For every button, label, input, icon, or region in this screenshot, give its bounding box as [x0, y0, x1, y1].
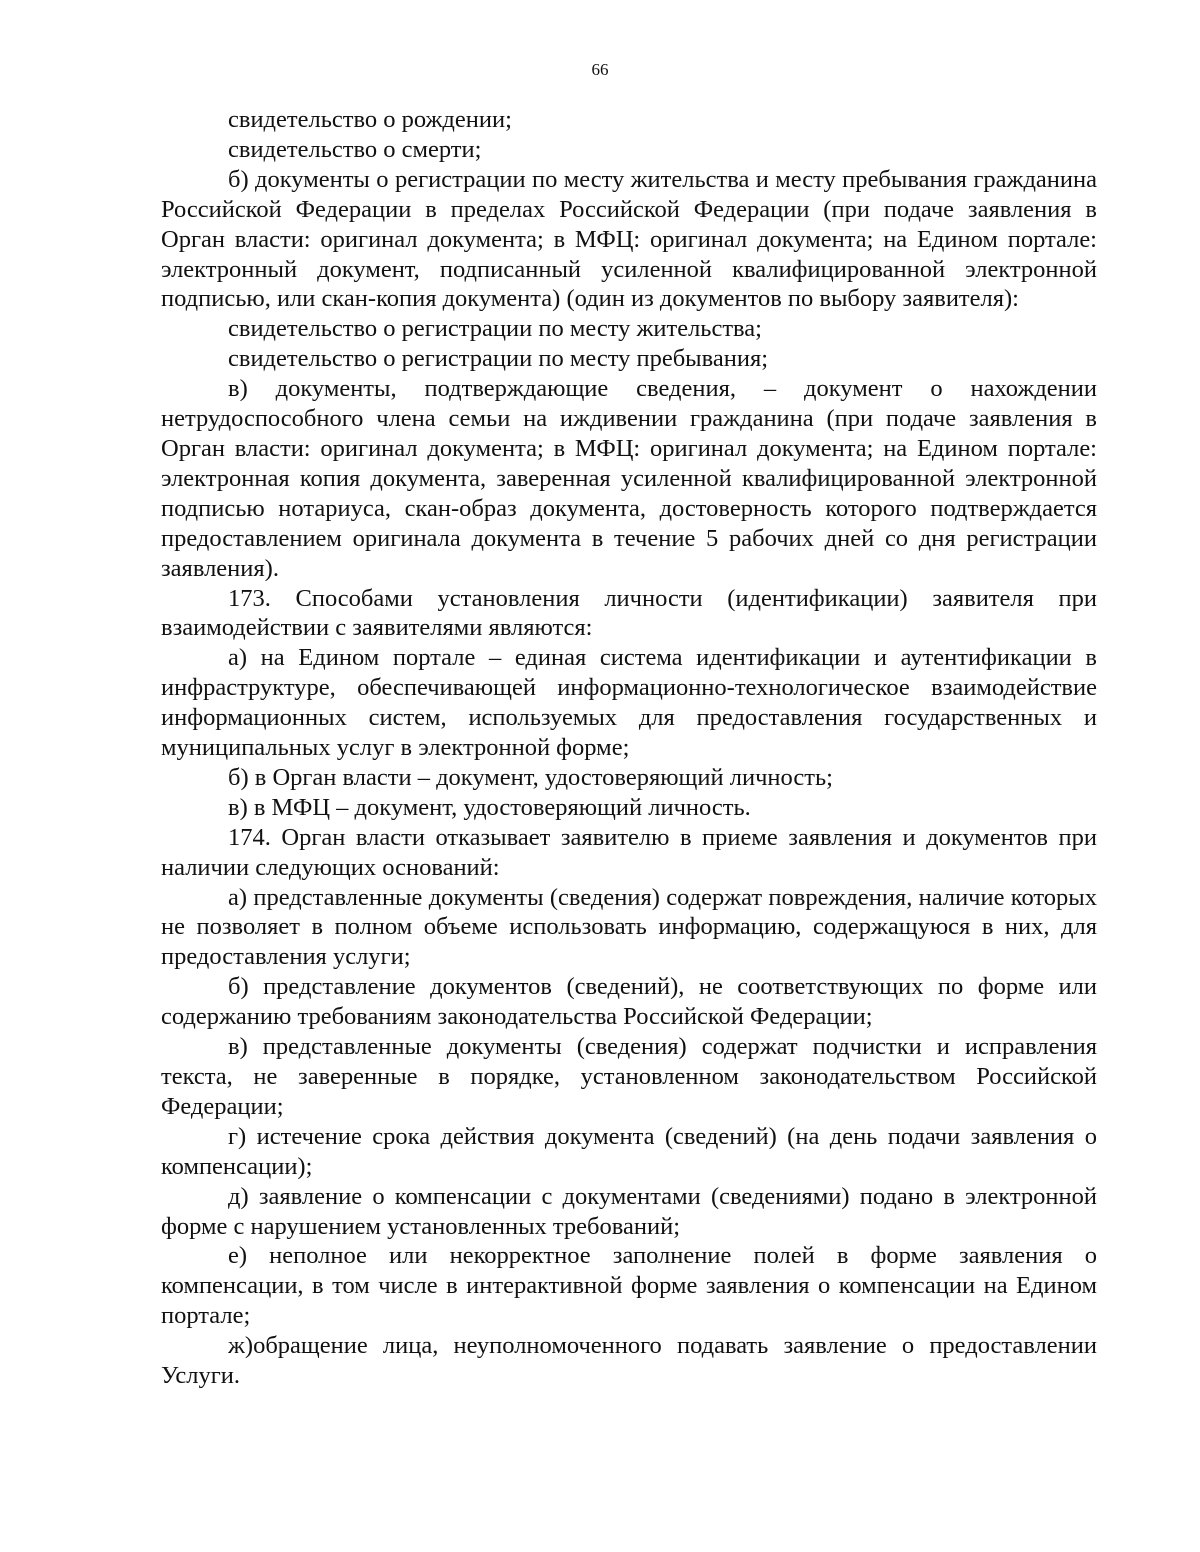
paragraph-stay-registration: свидетельство о регистрации по месту пребывания; — [228, 345, 769, 373]
paragraph-174a-damaged-documents: а) представленные документы (сведения) содержат повреждения, наличие которых не позволяет в полном объеме использовать информацию, содержащуюся в них, для предоставления услуги; — [161, 883, 1097, 971]
paragraph-173-identification: 173. Способами установления личности (идентификации) заявителя при взаимодействии с заявителями являются: — [161, 584, 1097, 642]
paragraph-174b-nonconforming-documents: б) представление документов (сведений), не соответствующих по форме или содержанию требованиям законодательства Российской Федерации; — [161, 973, 1097, 1031]
paragraph-death-certificate: свидетельство о смерти; — [228, 135, 482, 163]
paragraph-173a-single-portal: а) на Едином портале – единая система идентификации и аутентификации в инфраструктуре, обеспечивающей информационно-технологическое взаимодействие информационных систем, используемых для предоставления государственных и муниципальных услуг в электронной форме; — [161, 644, 1097, 762]
paragraph-174-refusal-grounds: 174. Орган власти отказывает заявителю в приеме заявления и документов при наличии следующих оснований: — [161, 823, 1097, 881]
paragraph-174d-expired: г) истечение срока действия документа (сведений) (на день подачи заявления о компенсации); — [161, 1122, 1097, 1180]
paragraph-174f-incomplete-fields: е) неполное или некорректное заполнение полей в форме заявления о компенсации, в том числе в интерактивной форме заявления о компенсации на Едином портале; — [161, 1242, 1097, 1330]
paragraph-173c-mfc: в) в МФЦ – документ, удостоверяющий личность. — [228, 793, 751, 821]
paragraph-174e-electronic-violation: д) заявление о компенсации с документами (сведениями) подано в электронной форме с нарушением установленных требований; — [161, 1182, 1097, 1240]
paragraph-dependency-documents: в) документы, подтверждающие сведения, – документ о нахождении нетрудоспособного члена семьи на иждивении гражданина (при подаче заявления в Орган власти: оригинал документа; в МФЦ: оригинал документа; на Едином портале: электронная копия документа, заверенная усиленной квалифицированной электронной подписью нотариуса, скан-образ документа, достоверность которого подтверждается предоставлением оригинала документа в течение 5 рабочих дней со дня регистрации заявления). — [161, 375, 1097, 582]
paragraph-173b-authority: б) в Орган власти – документ, удостоверяющий личность; — [228, 763, 833, 791]
paragraph-registration-documents: б) документы о регистрации по месту жительства и месту пребывания гражданина Российской Федерации в пределах Российской Федерации (при подаче заявления в Орган власти: оригинал документа; в МФЦ: оригинал документа; на Едином портале: электронный документ, подписанный усиленной квалифицированной электронной подписью, или скан-копия документа) (один из документов по выбору заявителя): — [161, 165, 1097, 313]
page-number: 66 — [591, 60, 609, 79]
document-body — [161, 105, 1097, 1391]
paragraph-residence-registration: свидетельство о регистрации по месту жительства; — [228, 315, 762, 343]
paragraph-174g-unauthorized-person: ж)обращение лица, неуполномоченного подавать заявление о предоставлении Услуги. — [161, 1332, 1097, 1390]
paragraph-birth-certificate: свидетельство о рождении; — [228, 106, 512, 133]
paragraph-174c-corrections: в) представленные документы (сведения) содержат подчистки и исправления текста, не заверенные в порядке, установленном законодательством Российской Федерации; — [161, 1033, 1097, 1120]
